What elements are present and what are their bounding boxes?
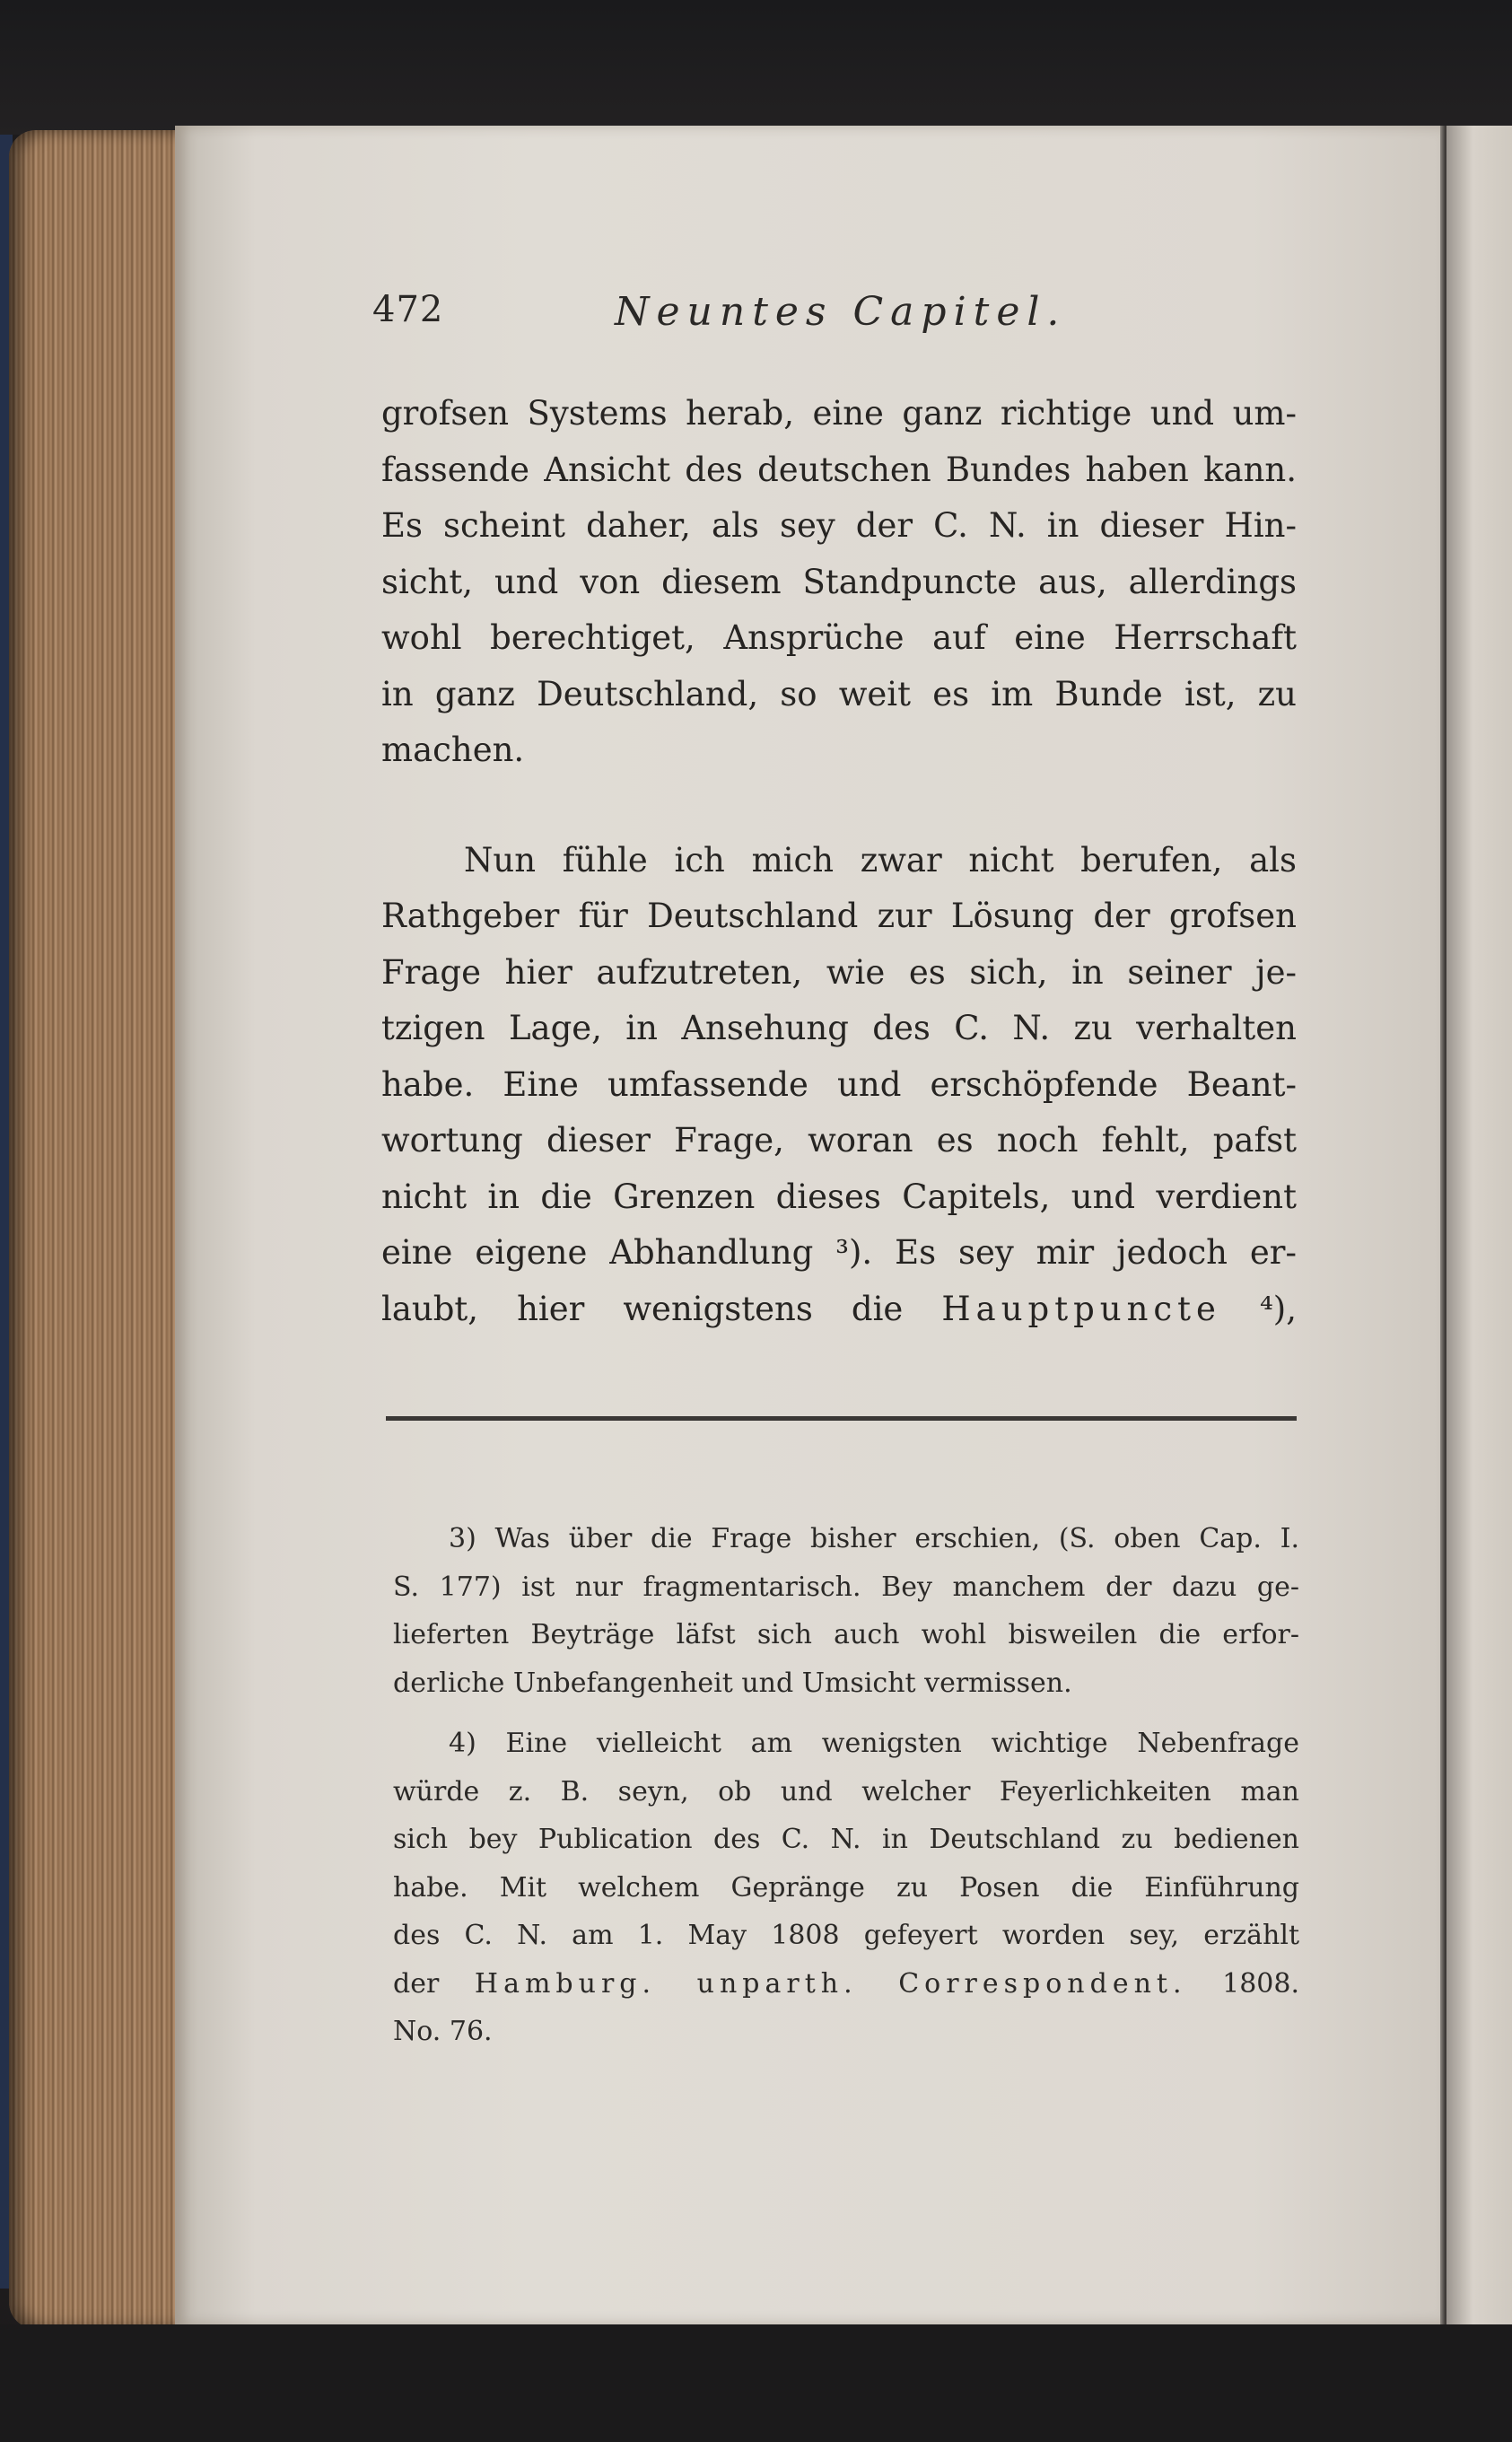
text-line: wortung dieser Frage, woran es noch fehlt, pafst (381, 1121, 1297, 1160)
page-edges (9, 130, 188, 2329)
footnote-line-spaced (393, 1960, 1299, 2009)
text-segment: laubt, hier wenigstens die (381, 1289, 904, 1328)
text-line: machen. (381, 731, 525, 769)
footnote-3 (393, 1515, 1299, 1707)
footnote-line: sich bey Publication des C. N. in Deutschland zu bedienen (393, 1824, 1299, 1855)
text-line: fassende Ansicht des deutschen Bundes haben kann. (381, 450, 1297, 489)
paragraph-gap (381, 779, 1297, 833)
running-head (372, 289, 1297, 343)
footnote-line: würde z. B. seyn, ob und welcher Feyerlichkeiten man (393, 1775, 1299, 1807)
text-line-last (381, 1282, 1297, 1338)
chapter-title: Neuntes Capitel. (615, 289, 1067, 335)
text-line: grofsen Systems herab, eine ganz richtige und um- (381, 394, 1297, 433)
spaced-term: Hamburg. unparth. Correspondent. (474, 1967, 1187, 2000)
text-line: in ganz Deutschland, so weit es im Bunde ist, zu (381, 674, 1297, 713)
facing-page (1446, 126, 1512, 2324)
text-line: eine eigene Abhandlung ³). Es sey mir jedoch er- (381, 1233, 1297, 1272)
footnote-line: 3) Was über die Frage bisher erschien, (S. oben Cap. I. (449, 1523, 1299, 1554)
footnote-4 (393, 1720, 1299, 2056)
body-text (381, 386, 1297, 1337)
text-line: habe. Eine umfassende und erschöpfende Beant- (381, 1064, 1297, 1104)
backdrop (0, 0, 1512, 135)
footnote-line: 4) Eine vielleicht am wenigsten wichtige Nebenfrage (449, 1728, 1299, 1759)
footnote-line: No. 76. (393, 2016, 493, 2047)
text-line: wohl berechtiget, Ansprüche auf eine Herrschaft (381, 618, 1297, 657)
paragraph-1 (381, 386, 1297, 779)
footnote-line: des C. N. am 1. May 1808 gefeyert worden sey, erzählt (393, 1920, 1299, 1951)
text-line: Es scheint daher, als sey der C. N. in dieser Hin- (381, 506, 1297, 545)
footnotes (393, 1515, 1299, 2056)
footnote-line: S. 177) ist nur fragmentarisch. Bey manchem der dazu ge- (393, 1571, 1299, 1603)
footnote-line: habe. Mit welchem Gepränge zu Posen die Einführung (393, 1871, 1299, 1904)
text-line: Frage hier aufzutreten, wie es sich, in seiner je- (381, 952, 1297, 992)
footnote-line: derliche Unbefangenheit und Umsicht vermissen. (393, 1667, 1072, 1699)
spaced-term: Hauptpuncte (941, 1289, 1221, 1328)
text-line: Rathgeber für Deutschland zur Lösung der grofsen (381, 897, 1297, 935)
footnote-rule (386, 1416, 1297, 1421)
footnote-gap (393, 1707, 1299, 1720)
text-segment: der (393, 1967, 440, 2000)
text-line: tzigen Lage, in Ansehung des C. N. zu verhalten (381, 1009, 1297, 1047)
page-number: 472 (372, 289, 444, 330)
text-segment: 1808. (1222, 1967, 1300, 2000)
backdrop-bottom (0, 2324, 1512, 2442)
text-line: Nun fühle ich mich zwar nicht berufen, als (464, 840, 1297, 880)
paragraph-2 (381, 833, 1297, 1338)
text-line: nicht in die Grenzen dieses Capitels, und verdient (381, 1177, 1297, 1216)
footnote-line: lieferten Beyträge läfst sich auch wohl bisweilen die erfor- (393, 1619, 1299, 1650)
text-line: sicht, und von diesem Standpuncte aus, allerdings (381, 562, 1297, 601)
footnote-ref: ⁴), (1259, 1289, 1297, 1328)
